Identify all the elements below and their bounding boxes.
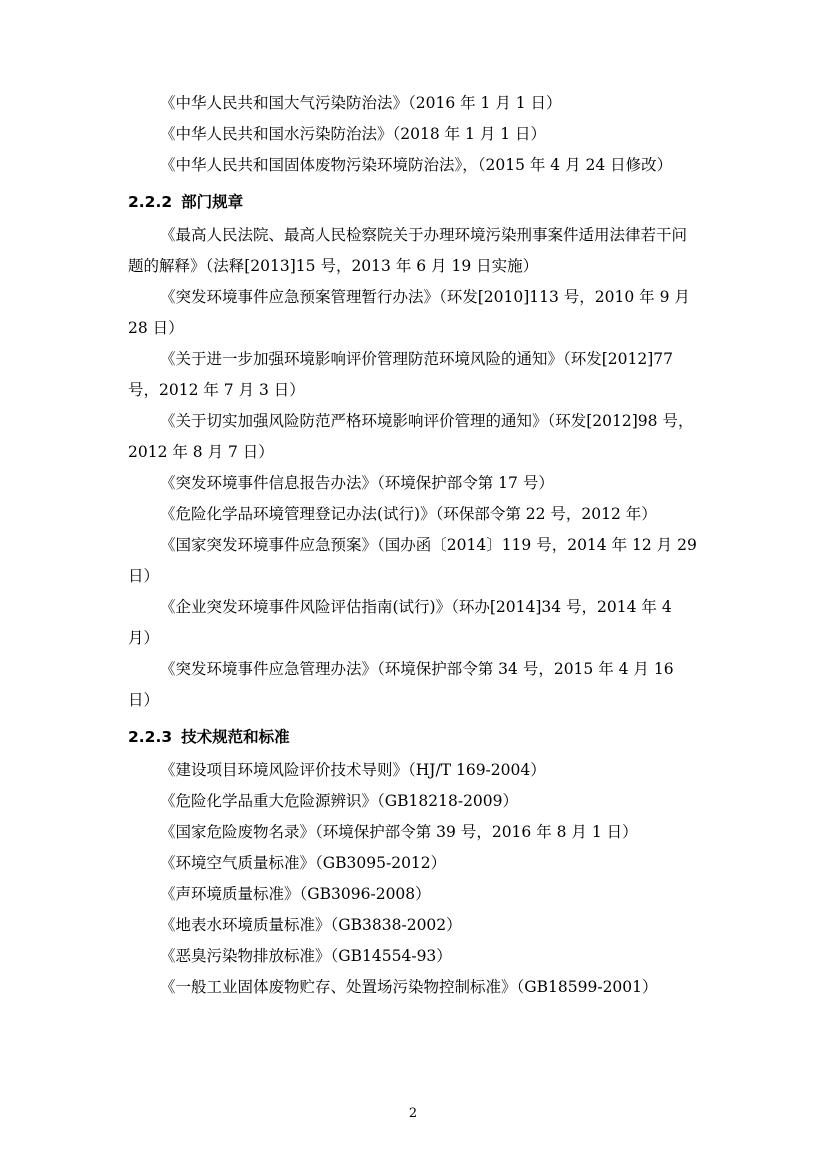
section-heading-number: 2.2.2	[128, 193, 173, 211]
standard-item: 《地表水环境质量标准》（GB3838-2002）	[160, 916, 462, 934]
regulation-item: 《关于进一步加强环境影响评价管理防范环境风险的通知》（环发[2012]77 号，2012 年 7 月 3 日）	[128, 350, 674, 399]
standard-item: 《一般工业固体废物贮存、处置场污染物控制标准》（GB18599-2001）	[160, 978, 658, 996]
section-heading-2-2-2	[128, 187, 698, 218]
standard-item: 《建设项目环境风险评价技术导则》（HJ/T 169-2004）	[160, 761, 546, 779]
section-heading-title: 部门规章	[181, 193, 244, 211]
standard-item: 《国家危险废物名录》（环境保护部令第 39 号，2016 年 8 月 1 日）	[160, 823, 638, 841]
regulation-item: 《关于切实加强风险防范严格环境影响评价管理的通知》（环发[2012]98 号，2012 年 8 月 7 日）	[128, 412, 694, 461]
law-item: 《中华人民共和国大气污染防治法》（2016 年 1 月 1 日）	[160, 94, 562, 112]
regulation-item: 《企业突发环境事件风险评估指南(试行)》（环办[2014]34 号，2014 年 4 月）	[128, 598, 672, 647]
standard-item: 《危险化学品重大危险源辨识》（GB18218-2009）	[160, 792, 519, 810]
standard-list-block	[128, 755, 698, 1003]
standard-item: 《恶臭污染物排放标准》（GB14554-93）	[160, 947, 452, 965]
standard-item: 《环境空气质量标准》（GB3095-2012）	[160, 854, 447, 872]
law-list-block	[128, 88, 698, 181]
section-heading-number: 2.2.3	[128, 728, 173, 746]
regulation-item: 《最高人民法院、最高人民检察院关于办理环境污染刑事案件适用法律若干问题的解释》（法释[2013]15 号，2013 年 6 月 19 日实施）	[128, 226, 688, 275]
section-heading-2-2-3	[128, 722, 698, 753]
regulation-item: 《突发环境事件信息报告办法》（环境保护部令第 17 号）	[160, 474, 554, 492]
standard-item: 《声环境质量标准》（GB3096-2008）	[160, 885, 431, 903]
section-heading-title: 技术规范和标准	[181, 728, 290, 746]
page-number: 2	[408, 1106, 418, 1121]
regulation-item: 《突发环境事件应急管理办法》（环境保护部令第 34 号，2015 年 4 月 16 日）	[128, 660, 674, 709]
regulation-item: 《国家突发环境事件应急预案》（国办函〔2014〕119 号，2014 年 12 月 29 日）	[128, 536, 697, 585]
regulation-item: 《突发环境事件应急预案管理暂行办法》（环发[2010]113 号，2010 年 9 月 28 日）	[128, 288, 690, 337]
regulation-list-block	[128, 220, 698, 716]
law-item: 《中华人民共和国固体废物污染环境防治法》，（2015 年 4 月 24 日修改）	[160, 156, 673, 174]
law-item: 《中华人民共和国水污染防治法》（2018 年 1 月 1 日）	[160, 125, 547, 143]
regulation-item: 《危险化学品环境管理登记办法(试行)》（环保部令第 22 号，2012 年）	[160, 505, 657, 523]
